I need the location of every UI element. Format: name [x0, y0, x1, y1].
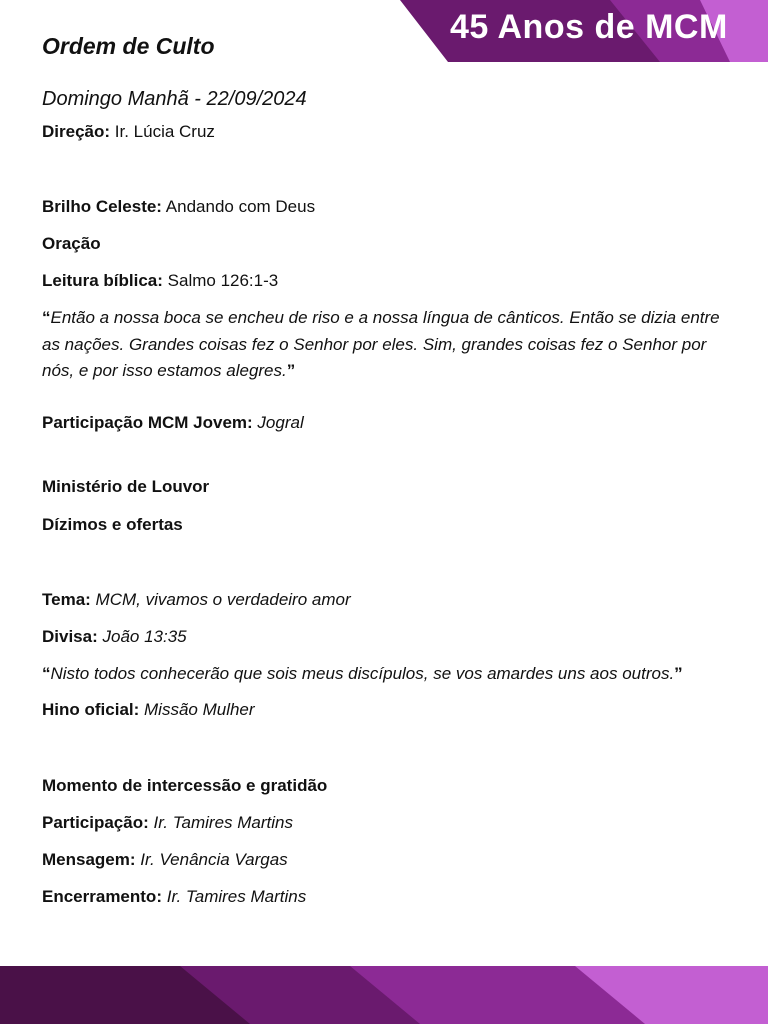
- page-title: Ordem de Culto: [42, 33, 215, 59]
- direcao-label: Direção:: [42, 122, 111, 141]
- encerramento-line: [42, 884, 732, 910]
- service-date: Domingo Manhã - 22/09/2024: [42, 88, 307, 110]
- dizimos-line: [42, 512, 732, 538]
- mensagem-value: Ir. Venância Vargas: [140, 850, 288, 869]
- brilho-celeste-value: Andando com Deus: [165, 197, 316, 216]
- leitura-quote-text: Então a nossa boca se encheu de riso e a nossa língua de cânticos. Então se dizia entre as nações. Grandes coisas fez o Senhor por eles. Sim, grandes coisas fez o Senhor por nós, e por isso estamos alegres.: [42, 308, 720, 380]
- participacao-jovem-label: Participação MCM Jovem:: [42, 412, 253, 432]
- divisa-value: João 13:35: [102, 626, 187, 646]
- divisa-quote: [42, 661, 732, 688]
- quote-open-mark: “: [42, 308, 51, 327]
- quote-close-mark: ”: [674, 663, 683, 683]
- tema-value: MCM, vivamos o verdadeiro amor: [95, 589, 351, 609]
- leitura-label: Leitura bíblica:: [42, 271, 163, 290]
- participacao-line: [42, 810, 732, 836]
- footer-band: [0, 966, 768, 1024]
- brilho-celeste-line: [42, 194, 732, 220]
- encerramento-label: Encerramento:: [42, 887, 162, 906]
- brilho-celeste-label: Brilho Celeste:: [42, 197, 162, 216]
- momento-line: [42, 773, 732, 799]
- hino-value: Missão Mulher: [144, 700, 255, 719]
- divisa-quote-text: Nisto todos conhecerão que sois meus discípulos, se vos amardes uns aos outros.: [50, 663, 675, 683]
- hino-label: Hino oficial:: [42, 700, 140, 719]
- ministerio-line: [42, 474, 732, 500]
- banner-title: 45 Anos de MCM: [450, 8, 728, 46]
- document-body: [42, 28, 732, 910]
- direcao-line: [42, 119, 732, 145]
- footer-background: [0, 966, 768, 1024]
- participacao-jovem-value: Jogral: [257, 412, 304, 432]
- dizimos-label: Dízimos e ofertas: [42, 514, 183, 534]
- participacao-jovem-line: [42, 410, 732, 436]
- tema-label: Tema:: [42, 589, 91, 609]
- mensagem-line: [42, 847, 732, 873]
- leitura-quote: [42, 305, 732, 385]
- participacao-value: Ir. Tamires Martins: [153, 813, 293, 832]
- participacao-label: Participação:: [42, 813, 149, 832]
- hino-line: [42, 697, 732, 723]
- momento-label: Momento de intercessão e gratidão: [42, 776, 328, 795]
- direcao-value: Ir. Lúcia Cruz: [114, 122, 215, 141]
- mensagem-label: Mensagem:: [42, 850, 136, 869]
- oracao-line: [42, 231, 732, 257]
- divisa-label: Divisa:: [42, 626, 98, 646]
- tema-line: [42, 587, 732, 613]
- ministerio-label: Ministério de Louvor: [42, 476, 210, 496]
- quote-open-mark: “: [42, 663, 51, 683]
- encerramento-value: Ir. Tamires Martins: [166, 887, 307, 906]
- divisa-line: [42, 624, 732, 650]
- leitura-value: Salmo 126:1-3: [167, 271, 279, 290]
- quote-close-mark: ”: [286, 361, 296, 380]
- oracao-label: Oração: [42, 234, 101, 253]
- leitura-line: [42, 268, 732, 294]
